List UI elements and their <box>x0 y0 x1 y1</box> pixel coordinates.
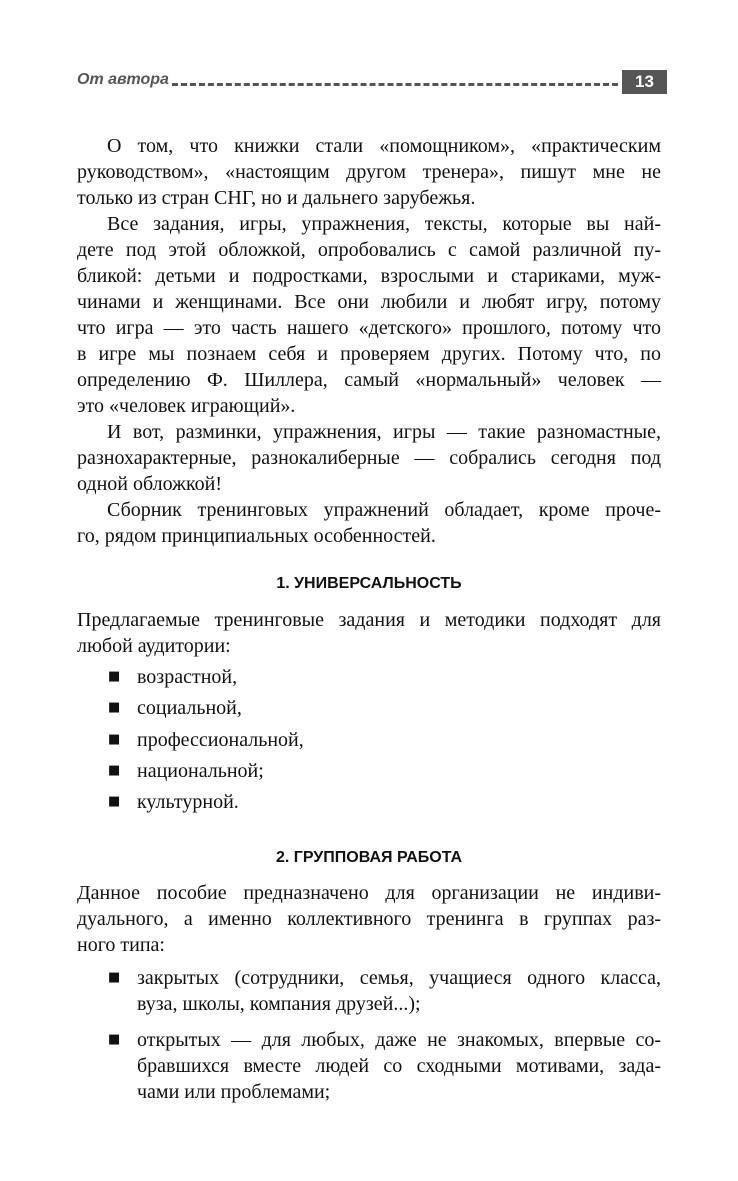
text-line: ного типа: <box>77 934 165 956</box>
text-line: одной обложкой! <box>77 473 223 495</box>
bullet-icon: ■ <box>108 700 121 715</box>
list-item-line: закрытых (сотрудники, семья, учащиеся одного класса, <box>137 967 661 989</box>
text-line: Все задания, игры, упражнения, тексты, которые вы най- <box>107 213 661 235</box>
list-item: национальной; <box>137 760 264 782</box>
bullet-icon: ■ <box>108 669 121 684</box>
text-line: Данное пособие предназначено для организации не индиви- <box>77 882 661 904</box>
list-item: возрастной, <box>137 666 238 688</box>
text-line: го, рядом принципиальных особенностей. <box>77 525 436 547</box>
text-line: чинами и женщинами. Все они любили и любят игру, потому <box>77 291 661 313</box>
list-item-line: чами или проблемами; <box>137 1081 331 1103</box>
text-line: дете под этой обложкой, опробовались с самой различной пу- <box>77 239 661 261</box>
text-line: Предлагаемые тренинговые задания и методики подходят для <box>77 609 661 631</box>
running-header-title: От автора <box>77 71 169 88</box>
bullet-icon: ■ <box>108 763 121 778</box>
text-line: О том, что книжки стали «помощником», «практическим <box>107 135 661 157</box>
text-line: в игре мы познаем себя и проверяем других. Потому что, по <box>77 343 661 365</box>
section-heading: 2. ГРУППОВАЯ РАБОТА <box>275 849 463 866</box>
text-line: руководством», «настоящим другом тренера», пишут мне не <box>77 161 661 183</box>
text-line: Сборник тренинговых упражнений обладает, кроме проче- <box>107 499 661 521</box>
list-item-line: бравшихся вместе людей со сходными мотивами, зада- <box>137 1055 661 1077</box>
text-line: И вот, разминки, упражнения, игры — такие разномастные, <box>107 421 661 443</box>
text-line: разнохарактерные, разнокалиберные — собрались сегодня под <box>77 447 661 469</box>
list-item-line: открытых — для любых, даже не знакомых, впервые со- <box>137 1029 661 1051</box>
text-line: что игра — это часть нашего «детского» прошлого, потому что <box>77 317 661 339</box>
section-heading: 1. УНИВЕРСАЛЬНОСТЬ <box>276 575 462 592</box>
bullet-icon: ■ <box>108 970 121 985</box>
bullet-icon: ■ <box>108 1032 121 1047</box>
bullet-icon: ■ <box>108 794 121 809</box>
list-item: культурной. <box>137 791 239 813</box>
page-number: 13 <box>622 70 667 94</box>
text-line: бликой: детьми и подростками, взрослыми и стариками, муж- <box>77 265 661 287</box>
text-line: только из стран СНГ, но и дальнего зарубежья. <box>77 187 476 209</box>
list-item-line: вуза, школы, компания друзей...); <box>137 993 421 1015</box>
text-line: любой аудитории: <box>77 635 231 657</box>
list-item: социальной, <box>137 697 242 719</box>
text-line: дуального, а именно коллективного тренинга в группах раз- <box>77 908 661 930</box>
header-dashed-rule <box>172 83 618 86</box>
text-line: это «человек играющий». <box>77 395 296 417</box>
bullet-icon: ■ <box>108 732 121 747</box>
list-item: профессиональной, <box>137 729 304 751</box>
text-line: определению Ф. Шиллера, самый «нормальный» человек — <box>77 369 661 391</box>
